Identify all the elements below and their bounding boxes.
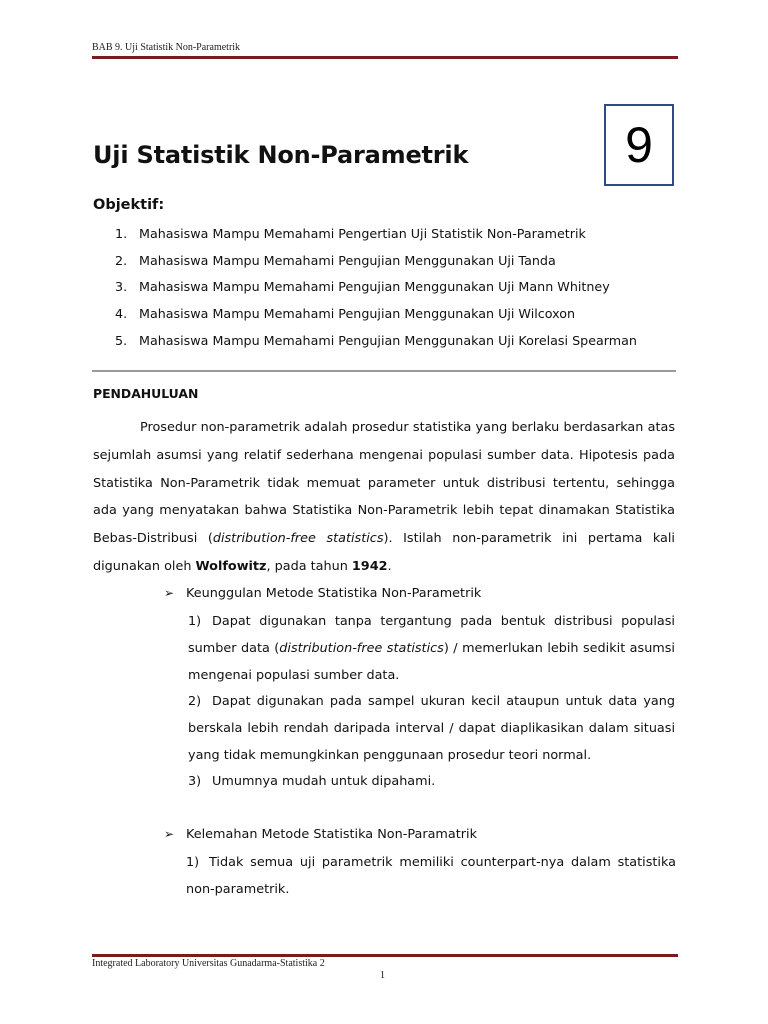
item-text: Dapat digunakan pada sampel ukuran kecil ataupun untuk data yang berskala lebih rendah daripada interval / dapat diaplikasikan dalam situasi yang tidak memungkinkan penggunaan prosedur teori normal. bbox=[188, 694, 675, 763]
intro-text: ). Istilah non-parametrik ini pertama kali digunakan oleh bbox=[93, 531, 675, 574]
objective-text: Mahasiswa Mampu Memahami Pengujian Menggunakan Uji Mann Whitney bbox=[139, 279, 610, 295]
intro-year: 1942 bbox=[351, 558, 388, 574]
advantage-item-1 bbox=[188, 609, 675, 690]
objectives-label: Objektif: bbox=[93, 197, 165, 213]
advantages-heading: Keunggulan Metode Statistika Non-Parametrik bbox=[186, 586, 482, 601]
item-text: ) / memerlukan lebih sedikit asumsi mengenai populasi sumber data. bbox=[188, 640, 675, 683]
advantage-item-2 bbox=[188, 689, 675, 770]
objective-text: Mahasiswa Mampu Memahami Pengujian Menggunakan Uji Wilcoxon bbox=[139, 306, 576, 322]
objective-item bbox=[115, 279, 637, 306]
objective-number: 5. bbox=[115, 332, 128, 348]
item-number: 1) bbox=[186, 855, 200, 870]
page-number: 1 bbox=[380, 970, 385, 981]
intro-text: , pada tahun bbox=[266, 558, 352, 574]
intro-paragraph bbox=[93, 414, 675, 581]
intro-text: . bbox=[387, 558, 392, 574]
section-separator bbox=[92, 370, 676, 372]
item-text: Dapat digunakan tanpa tergantung pada bentuk distribusi populasi sumber data ( bbox=[188, 614, 675, 656]
chapter-title: Uji Statistik Non-Parametrik bbox=[93, 141, 469, 169]
intro-text: Prosedur non-parametrik adalah prosedur statistika yang berlaku berdasarkan atas sejumlah asumsi yang relatif sederhana mengenai populasi sumber data. Hipotesis pada Statistika Non-Parametrik tidak memuat parameter untuk distribusi tertentu, sehingga ada yang menyatakan bahwa Statistika Non-Parametrik lebih tepat dinamakan Statistika Bebas-Distribusi ( bbox=[93, 420, 675, 547]
item-number: 1) bbox=[188, 614, 202, 629]
footer-text: Integrated Laboratory Universitas Gunadarma-Statistika 2 bbox=[92, 958, 325, 969]
running-header: BAB 9. Uji Statistik Non-Parametrik bbox=[92, 42, 241, 53]
objective-number: 1. bbox=[115, 226, 128, 241]
chapter-number-box: 9 bbox=[604, 104, 674, 186]
disadvantages-heading: Kelemahan Metode Statistika Non-Paramatrik bbox=[186, 827, 477, 842]
item-italic-term: distribution-free statistics bbox=[279, 640, 444, 656]
objective-item bbox=[115, 253, 637, 280]
advantages-bullet bbox=[164, 586, 481, 601]
intro-italic-term: distribution-free statistics bbox=[212, 531, 384, 547]
section-heading: PENDAHULUAN bbox=[93, 386, 199, 401]
objective-number: 3. bbox=[115, 279, 128, 295]
advantage-item-3 bbox=[188, 769, 675, 796]
objective-text: Mahasiswa Mampu Memahami Pengujian Menggunakan Uji Korelasi Spearman bbox=[139, 332, 637, 348]
item-number: 3) bbox=[188, 774, 202, 789]
objective-text: Mahasiswa Mampu Memahami Pengertian Uji Statistik Non-Parametrik bbox=[139, 226, 586, 241]
intro-name: Wolfowitz bbox=[195, 558, 267, 574]
item-text: Umumnya mudah untuk dipahami. bbox=[212, 774, 436, 789]
objective-item bbox=[115, 226, 637, 253]
item-number: 2) bbox=[188, 694, 202, 709]
footer-rule bbox=[92, 954, 678, 957]
objectives-list bbox=[115, 226, 637, 359]
header-rule bbox=[92, 56, 678, 59]
arrow-bullet-icon: ➢ bbox=[164, 586, 175, 600]
disadvantage-item-1 bbox=[186, 850, 676, 904]
objective-item bbox=[115, 306, 637, 333]
objective-number: 2. bbox=[115, 252, 128, 268]
arrow-bullet-icon: ➢ bbox=[164, 827, 175, 841]
disadvantages-bullet bbox=[164, 827, 477, 842]
objective-number: 4. bbox=[115, 306, 128, 322]
objective-item bbox=[115, 333, 637, 360]
item-text: Tidak semua uji parametrik memiliki counterpart-nya dalam statistika non-parametrik. bbox=[186, 855, 676, 897]
objective-text: Mahasiswa Mampu Memahami Pengujian Menggunakan Uji Tanda bbox=[139, 252, 556, 268]
